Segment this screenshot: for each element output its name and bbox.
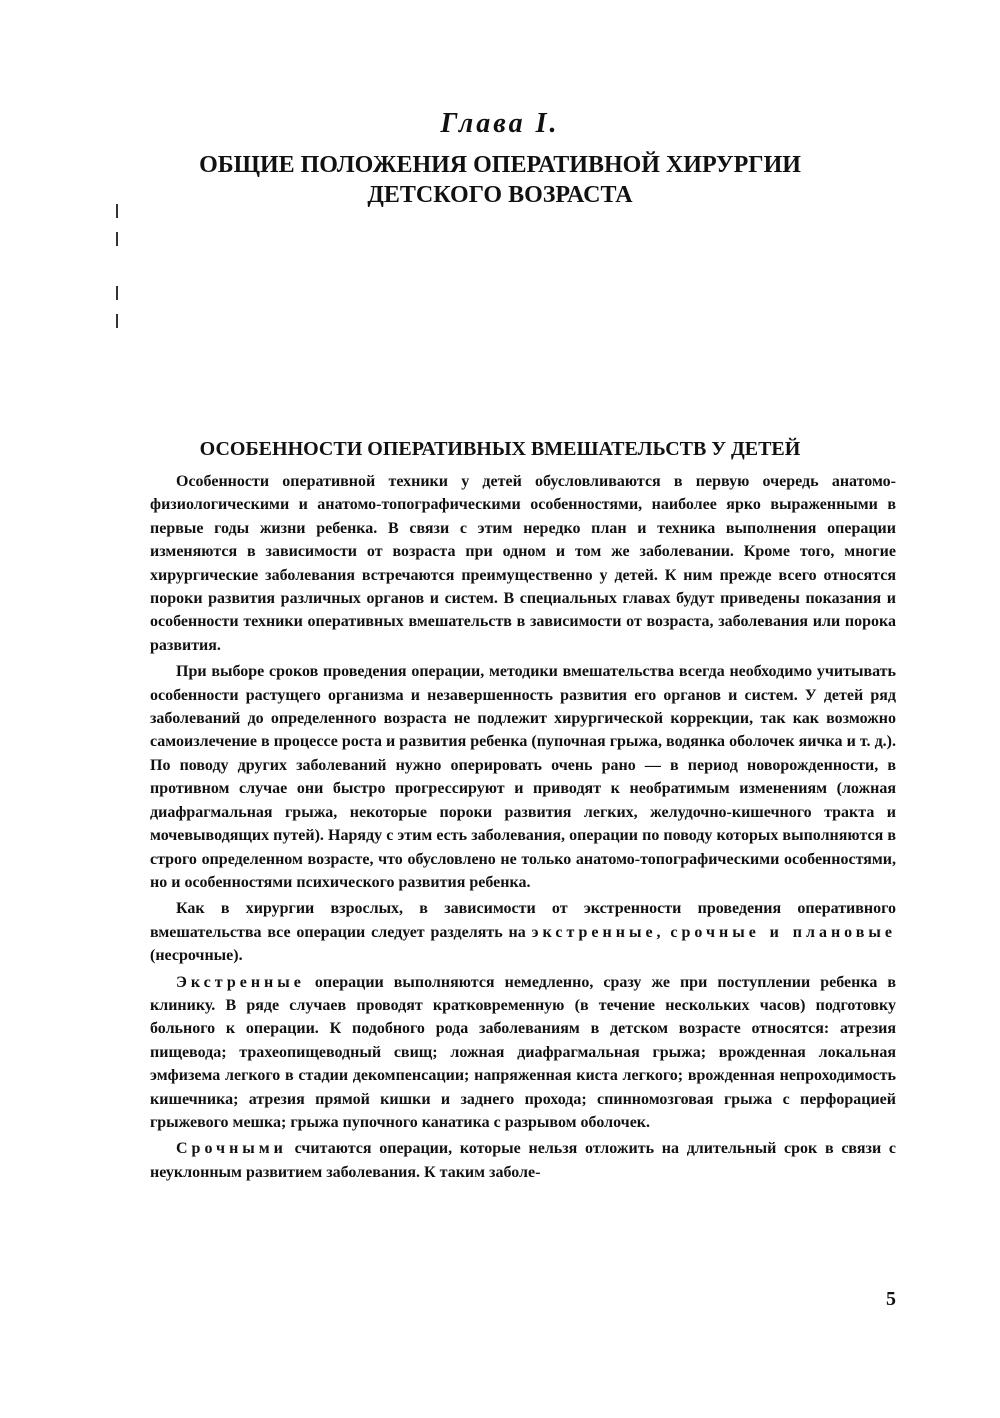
chapter-title [0,150,1000,210]
conjunction: и [759,923,793,941]
margin-mark [116,232,118,246]
term-semi-urgent: срочные [670,923,760,941]
term-urgent: экстренные, [531,923,665,941]
body-text [150,470,896,1187]
margin-marks [116,204,122,342]
page-number: 5 [886,1288,896,1310]
margin-mark [116,204,118,218]
paragraph-1: Особенности оперативной техники у детей обусловливаются в первую очередь анатомо-физиологическими и анатомо-топографическими особенностями, наиболее ярко выраженными в первые годы жизни ребенка. В связи с этим нередко план и техника выполнения операции изменяются в зависимости от возраста при одном и том же заболевании. Кроме того, многие хирургические заболевания встречаются преимущественно у детей. К ним прежде всего относятся пороки развития различных органов и систем. В специальных главах будут приведены показания и особенности техники оперативных вмешательств в зависимости от возраста, заболевания или порока развития. [150,473,896,654]
paragraph-3-start: Как в хирургии взрослых, в зависимости от экстренности проведения оперативного вмешательства все операции следует разделять на [150,900,896,941]
margin-mark [116,286,118,300]
chapter-title-line-1: ОБЩИЕ ПОЛОЖЕНИЯ ОПЕРАТИВНОЙ ХИРУРГИИ [199,152,801,178]
paragraph-5-rest: считаются операции, которые нельзя отложить на длительный срок в связи с неуклонным развитием заболевания. К таким заболе- [150,1140,896,1181]
chapter-title-line-2: ДЕТСКОГО ВОЗРАСТА [367,182,633,208]
paragraph-3 [150,897,896,967]
paragraph-2: При выборе сроков проведения операции, методики вмешательства всегда необходимо учитывать особенности растущего организма и незавершенность развития его органов и систем. У детей ряд заболеваний до определенного возраста не подлежит хирургической коррекции, так как возможно самоизлечение в процессе роста и развития ребенка (пупочная грыжа, водянка оболочек яичка и т. д.). По поводу других заболеваний нужно оперировать очень рано — в период новорожденности, в противном случае они быстро прогрессируют и приводят к необратимым изменениям (ложная диафрагмальная грыжа, некоторые пороки развития легких, желудочно-кишечного тракта и мочевыводящих путей). Наряду с этим есть заболевания, операции по поводу которых выполняются в строго определенном возрасте, что обусловлено не только анатомо-топографическими особенностями, но и особенностями психического развития ребенка. [150,663,896,891]
paragraph-3-end: (несрочные). [150,947,243,965]
section-title: ОСОБЕННОСТИ ОПЕРАТИВНЫХ ВМЕШАТЕЛЬСТВ У ДЕТЕЙ [199,438,801,460]
paragraph-4-rest: операции выполняются немедленно, сразу же при поступлении ребенка в клинику. В ряде случаев проводят кратковременную (в течение нескольких часов) подготовку больного к операции. К подобного рода заболеваниям в детском возрасте относятся: атрезия пищевода; трахеопищеводный свищ; ложная диафрагмальная грыжа; врожденная локальная эмфизема легкого в стадии декомпенсации; напряженная киста легкого; врожденная непроходимость кишечника; атрезия прямой кишки и заднего прохода; спинномозговая грыжа с перфорацией грыжевого мешка; грыжа пупочного канатика с разрывом оболочек. [150,973,896,1131]
paragraph-4 [150,971,896,1135]
paragraph-5 [150,1137,896,1184]
margin-mark [116,314,118,328]
paragraph-4-lead: Экстренные [176,973,305,991]
chapter-label: Глава I. [440,108,560,139]
term-planned: плановые [792,923,897,941]
paragraph-5-lead: Срочными [176,1140,287,1158]
